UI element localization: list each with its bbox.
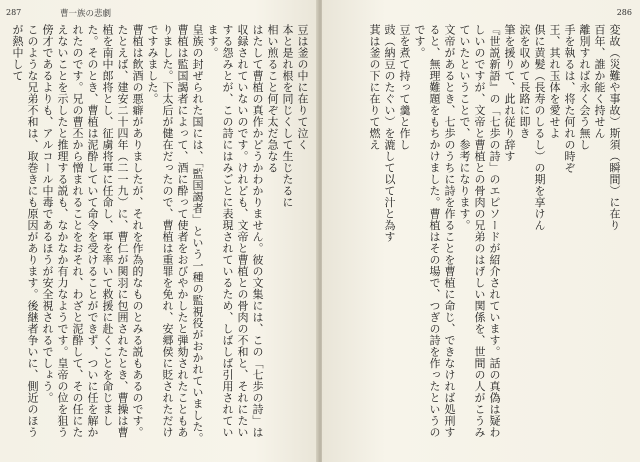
poem-line: 倶に黄髪（長寿のしるし）の期を享けん <box>533 24 546 231</box>
right-page <box>322 0 640 462</box>
paragraph: 曹植は飲酒の悪癖がありましたが、それを作為的なものとみる説もあるのです。たとえば、建安二十四年（二一九）に、曹仁が関羽に包囲されたとき、曹操は曹植を南中郎将とし、征虜将軍に任命し、軍を率いて救援に赴くことを命じました。そのとき、曹植は泥酔していて命令を受けることができず、ついに任を解かれたのです。兄の曹丕から憎まれることをおそれ、わざと泥酔して、その任にたえないことを示したと推理する説も、なかなか有力なようです。皇帝の位を狙う傍才であるよりも、アルコール中毒であるほうが安全視されるでしょう。 <box>41 24 144 438</box>
paragraph: 皇族の封ぜられた国には、「監国謁者」という一種の監視役がおかれていました。曹植は監国謁者によって、酒に酔って使者をおびやかしたと弾劾されたこともありました。下太后が健在だったので、曹植は重罪を免れ、安郷侯に貶されただけですみました。 <box>146 24 204 444</box>
poem-line: 手を執るは、将た何れの時ぞ <box>563 24 576 174</box>
poem-line: 王、其れ玉体を愛せよ <box>548 24 561 139</box>
poem-line: 豆は釜の中に在りて泣く <box>296 24 309 151</box>
paragraph: はたして曹植の真作かどうかわかりません。彼の文集には、この「七歩の詩」は収録されていないのです。けれども、文帝と曹植との骨肉の不和と、それにたいする怨みとが、この詩にはみごとに表現されているため、しばしば引用されています。 <box>206 24 264 438</box>
running-head: 曹一族の悲劇 <box>60 9 112 19</box>
poem-line: 離別すれば永く会う無し <box>578 24 591 151</box>
poem-line: 百年、誰か能く持せん <box>593 24 606 139</box>
poem-line: 変故（災難や事故）斯須（瞬間）に在り <box>608 24 621 231</box>
left-page-text <box>11 24 310 444</box>
page-number-left: 287 <box>6 8 22 17</box>
poem-line: 相い煎ること何ぞ太だ急なる <box>266 24 279 174</box>
paragraph: 文帝があるとき、七歩のうちに詩を作ることを曹植に命じ、できなければ処刑すると、無理難題をもちかけました。曹植はその場で、つぎの詩を作ったというのです。 <box>413 24 456 438</box>
poem-line: 本と是れ根を同じくして生じたるに <box>281 24 294 208</box>
page-number-right: 286 <box>616 8 632 17</box>
poem-line: 萁は釜の下に在りて燃え <box>368 24 381 151</box>
poem-line: 豉（納豆のたぐい）を漉して以て汁と為す <box>383 24 396 243</box>
poem-line: 涙を収めて長路に即き <box>518 24 531 139</box>
paragraph: このような兄弟不和は、取巻きにも原因があります。後継者争いに、側近のほうが熱中して <box>11 24 39 438</box>
paragraph: 『世説新語』の「七歩の詩」のエピソードが紹介されています。話の真偽は疑わしいのですが、文帝と曹植との骨肉の兄弟のはげしい関係を、世間の人がこうみていたということで、参考になります。 <box>458 24 501 438</box>
left-page <box>0 0 318 462</box>
poem-line: 豆を煮て持って羹と作し <box>398 24 411 151</box>
poem-line: 筆を援りて、此れ従り辞す <box>503 24 516 162</box>
right-page-text <box>330 24 622 444</box>
